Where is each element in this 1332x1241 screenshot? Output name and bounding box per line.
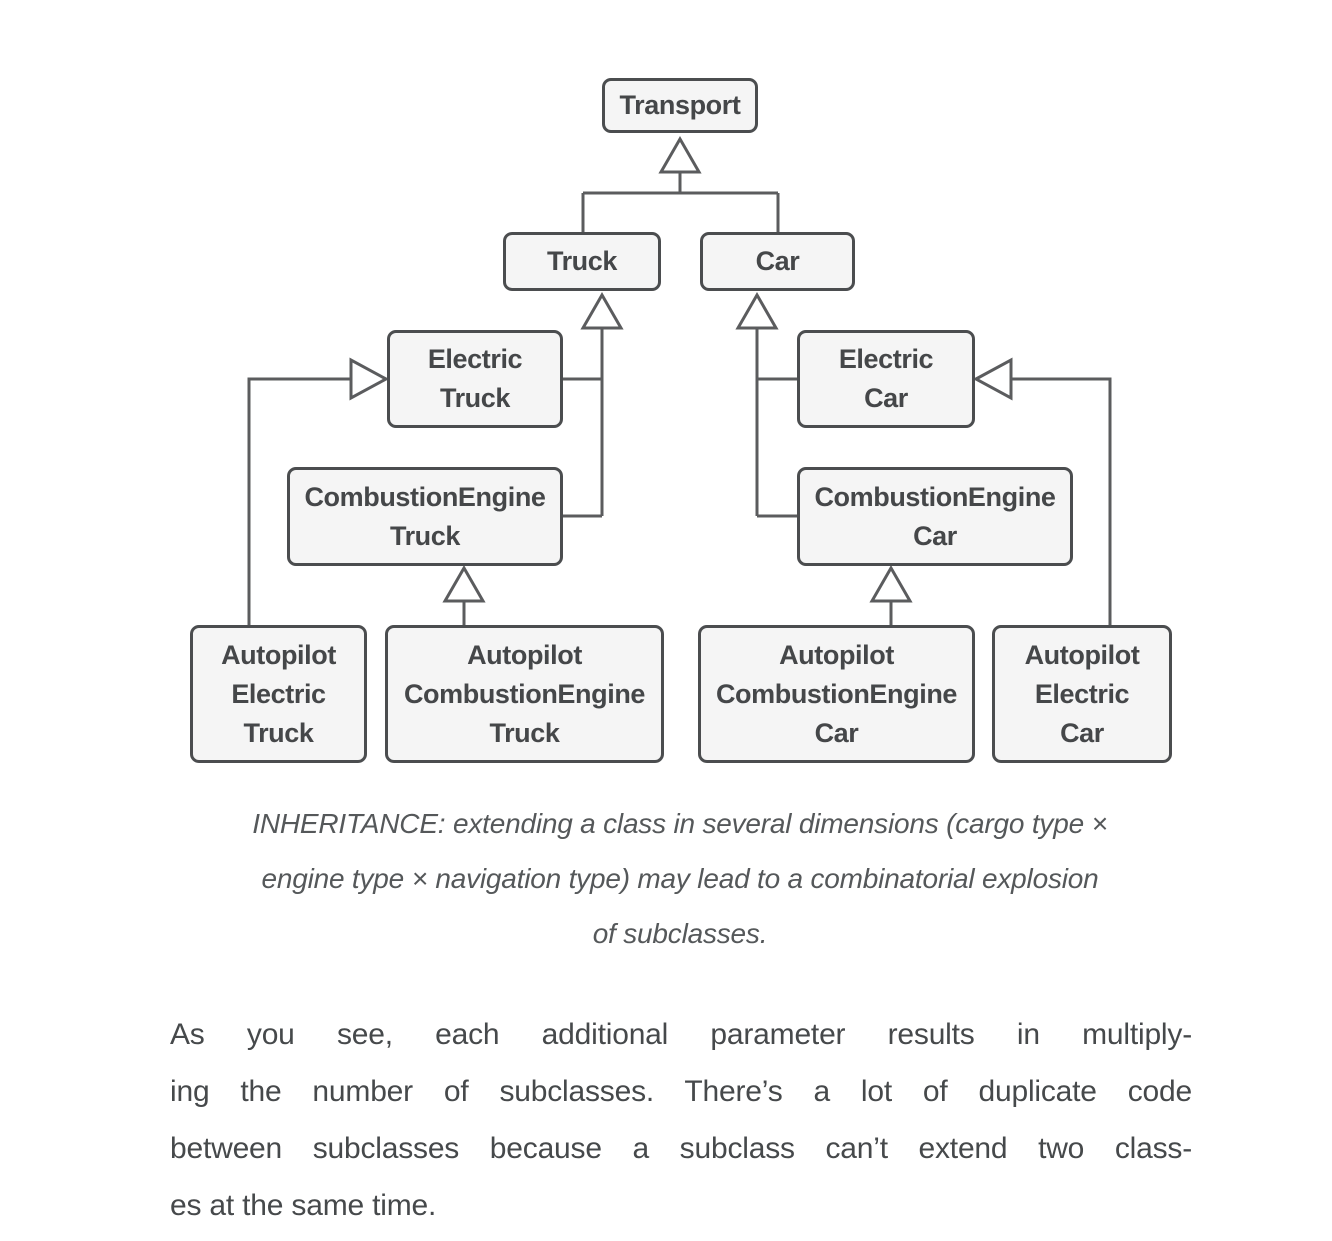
class-label: Autopilot [1024, 639, 1140, 670]
inheritance-arrowhead-electric-truck [351, 360, 386, 398]
class-label: Transport [619, 90, 741, 120]
class-box-electric-car [797, 330, 975, 428]
class-box-autopilot-electric-truck [190, 625, 367, 763]
class-box-electric-truck [387, 330, 563, 428]
class-label: CombustionEngine [715, 678, 958, 709]
inheritance-arrowhead-electric-car [976, 360, 1011, 398]
class-label: Truck [439, 383, 511, 413]
inheritance-arrowhead-combustionengine-car [872, 568, 910, 601]
class-box-combustionengine-car [797, 467, 1073, 566]
class-box-transport [602, 78, 758, 133]
class-label: Autopilot [221, 639, 336, 670]
class-label: CombustionEngine [814, 481, 1056, 512]
class-label: CombustionEngine [403, 678, 646, 709]
inheritance-arrowhead-truck [583, 295, 621, 328]
class-label: Truck [389, 520, 461, 551]
class-label: CombustionEngine [304, 481, 546, 512]
class-label: Car [864, 383, 908, 413]
caption-line: engine type × navigation type) may lead to a combinatorial explosion [261, 863, 1099, 894]
class-label: Truck [546, 246, 618, 276]
inheritance-arrowhead-transport [661, 139, 699, 172]
class-label: Autopilot [467, 639, 582, 670]
class-label: Car [755, 246, 800, 276]
caption-line: of subclasses. [592, 918, 768, 949]
class-label: Electric [427, 344, 523, 374]
truck-generalization-line [563, 328, 602, 516]
inheritance-arrowhead-car [738, 295, 776, 328]
class-box-combustionengine-truck [287, 467, 563, 566]
figure-caption [170, 796, 1190, 961]
class-label: Car [1060, 717, 1104, 748]
class-box-autopilot-combustionengine-car [698, 625, 975, 763]
class-label: Truck [243, 717, 314, 748]
paragraph-line: ing the number of subclasses. There’s a lot of duplicate code [170, 1075, 1192, 1108]
class-box-autopilot-combustionengine-truck [385, 625, 664, 763]
class-label: Electric [1034, 678, 1130, 709]
class-label: Electric [838, 344, 934, 374]
car-generalization-line [757, 328, 797, 516]
paragraph-line: es at the same time. [170, 1189, 437, 1222]
class-label: Truck [489, 717, 560, 748]
caption-line: INHERITANCE: extending a class in several dimensions (cargo type × [252, 808, 1108, 839]
body-paragraph [170, 1006, 1192, 1234]
paragraph-line: As you see, each additional parameter results in multiply- [170, 1018, 1192, 1051]
paragraph-line: between subclasses because a subclass can’t extend two class- [170, 1132, 1192, 1165]
class-box-car [700, 232, 855, 291]
class-label: Car [913, 520, 957, 551]
inheritance-arrowhead-combustionengine-truck [445, 568, 483, 601]
class-box-truck [503, 232, 661, 291]
class-box-autopilot-electric-car [992, 625, 1172, 763]
class-label: Car [814, 717, 859, 748]
class-label: Autopilot [779, 639, 894, 670]
class-label: Electric [231, 678, 326, 709]
transport-generalization-line [583, 172, 778, 233]
